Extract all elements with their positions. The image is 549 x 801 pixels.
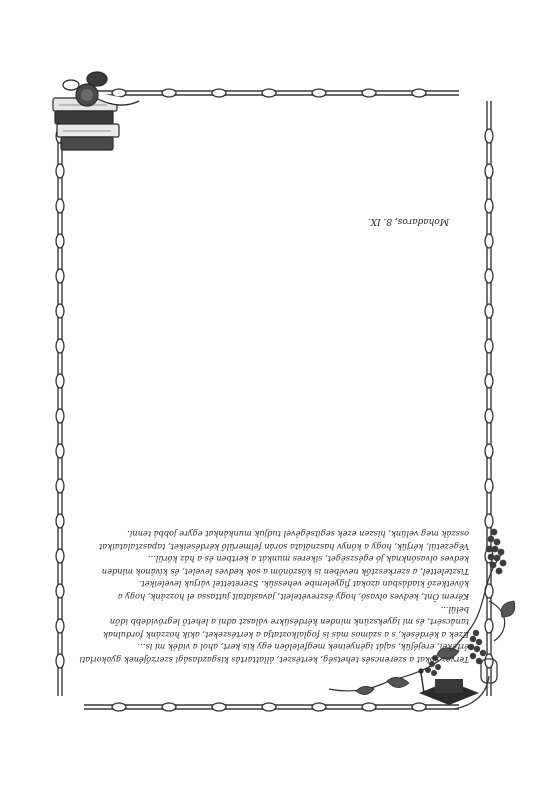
letter-body [79, 527, 469, 666]
letter-paragraph: Tisztelettel, a szerkesztők nevében is köszönöm a sok kedves levelet, és kívánok minden kedves olvasónknak jó egészséget, sikeres munkát a kertben és a ház körül... [101, 554, 469, 577]
letter-paragraph: Tervez sokat a szerencsés tehetség, kertészet, állattartás kisgazdasági szerzőjének gyakorlati értékei, erejéjük, saját igényeinek megfelelően egy kis kert, ahol a vidék mi is... [79, 642, 469, 665]
wax-seal-ornament [76, 84, 98, 106]
letter-paragraph: Kérem Önt, kedves olvasó, hogy észrevételeit, javaslatait juttassa el hozzánk, hogy a következő kiadásban azokat figyelembe vehessük. Szeretettel várjuk leveleiket. [117, 579, 469, 603]
letter-paragraph: Végezetül, kérjük, hogy a könyv használata során felmerülő kérdéseiket, tapasztalataikat osszák meg velünk, hiszen ezek segítségével tudjuk munkánkat egyre jobbá tenni. [98, 529, 469, 552]
letter-paragraph: Ezek a kérdések, s a számos más is foglalkoztatja a kertészeket, akik hozzánk fordulnak tanácsért, és mi igyekszünk minden kérdésükre választ adni a lehető legrövidebb időn belül... [103, 604, 469, 640]
signature-line: Mohadaros, 8. IX. [367, 216, 449, 226]
